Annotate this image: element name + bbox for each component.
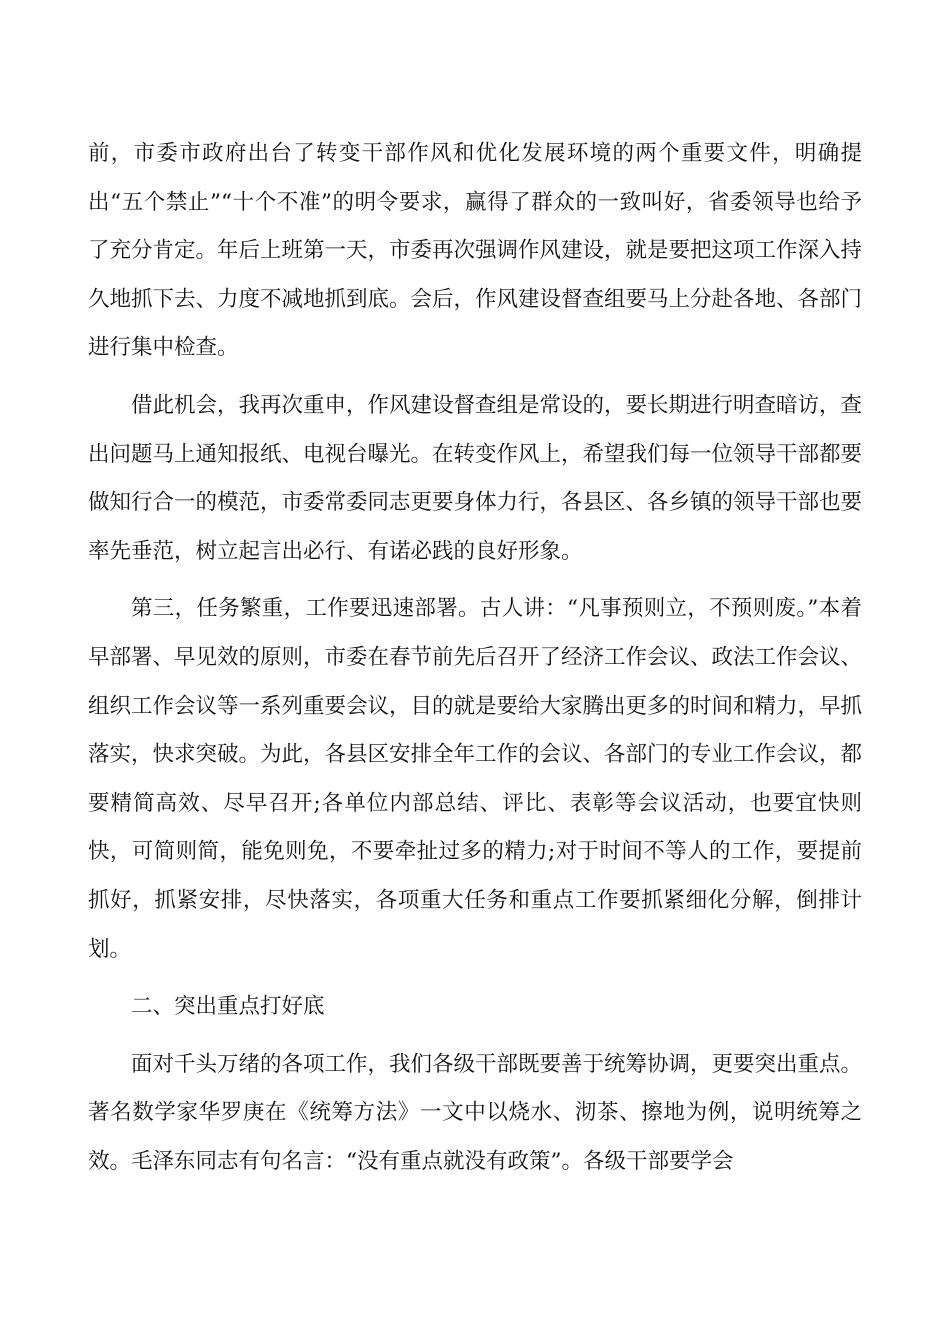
paragraph-third-point: 第三，任务繁重，工作要迅速部署。古人讲：“凡事预则立，不预则废。”本着早部署、早见效的原则，市委在春节前先后召开了经济工作会议、政法工作会议、组织工作会议等一系列重要会议，目的就是要给大家腾出更多的时间和精力，早抓落实，快求突破。为此，各县区安排全年工作的会议、各部门的专业工作会议，都要精简高效、尽早召开;各单位内部总结、评比、表彰等会议活动，也要宜快则快，可简则简，能免则免，不要牵扯过多的精力;对于时间不等人的工作，要提前抓好，抓紧安排，尽快落实，各项重大任务和重点工作要抓紧细化分解，倒排计划。 — [88, 596, 863, 962]
section-heading: 二、突出重点打好底 — [131, 994, 325, 1020]
document-body — [88, 130, 862, 1186]
paragraph-focus: 面对千头万绪的各项工作，我们各级干部既要善于统筹协调，更要突出重点。著名数学家华罗庚在《统筹方法》一文中以烧水、沏茶、擦地为例，说明统筹之效。毛泽东同志有句名言：“没有重点就没有政策”。各级干部要学会 — [88, 1051, 863, 1174]
paragraph-continuation: 前，市委市政府出台了转变干部作风和优化发展环境的两个重要文件，明确提出“五个禁止”“十个不准”的明令要求，赢得了群众的一致叫好，省委领导也给予了充分肯定。年后上班第一天，市委再次强调作风建设，就是要把这项工作深入持久地抓下去、力度不减地抓到底。会后，作风建设督查组要马上分赴各地、各部门进行集中检查。 — [88, 141, 863, 361]
paragraph-supervision: 借此机会，我再次重申，作风建设督查组是常设的，要长期进行明查暗访，查出问题马上通知报纸、电视台曝光。在转变作风上，希望我们每一位领导干部都要做知行合一的模范，市委常委同志更要身体力行，各县区、各乡镇的领导干部也要率先垂范，树立起言出必行、有诺必践的良好形象。 — [88, 392, 863, 564]
